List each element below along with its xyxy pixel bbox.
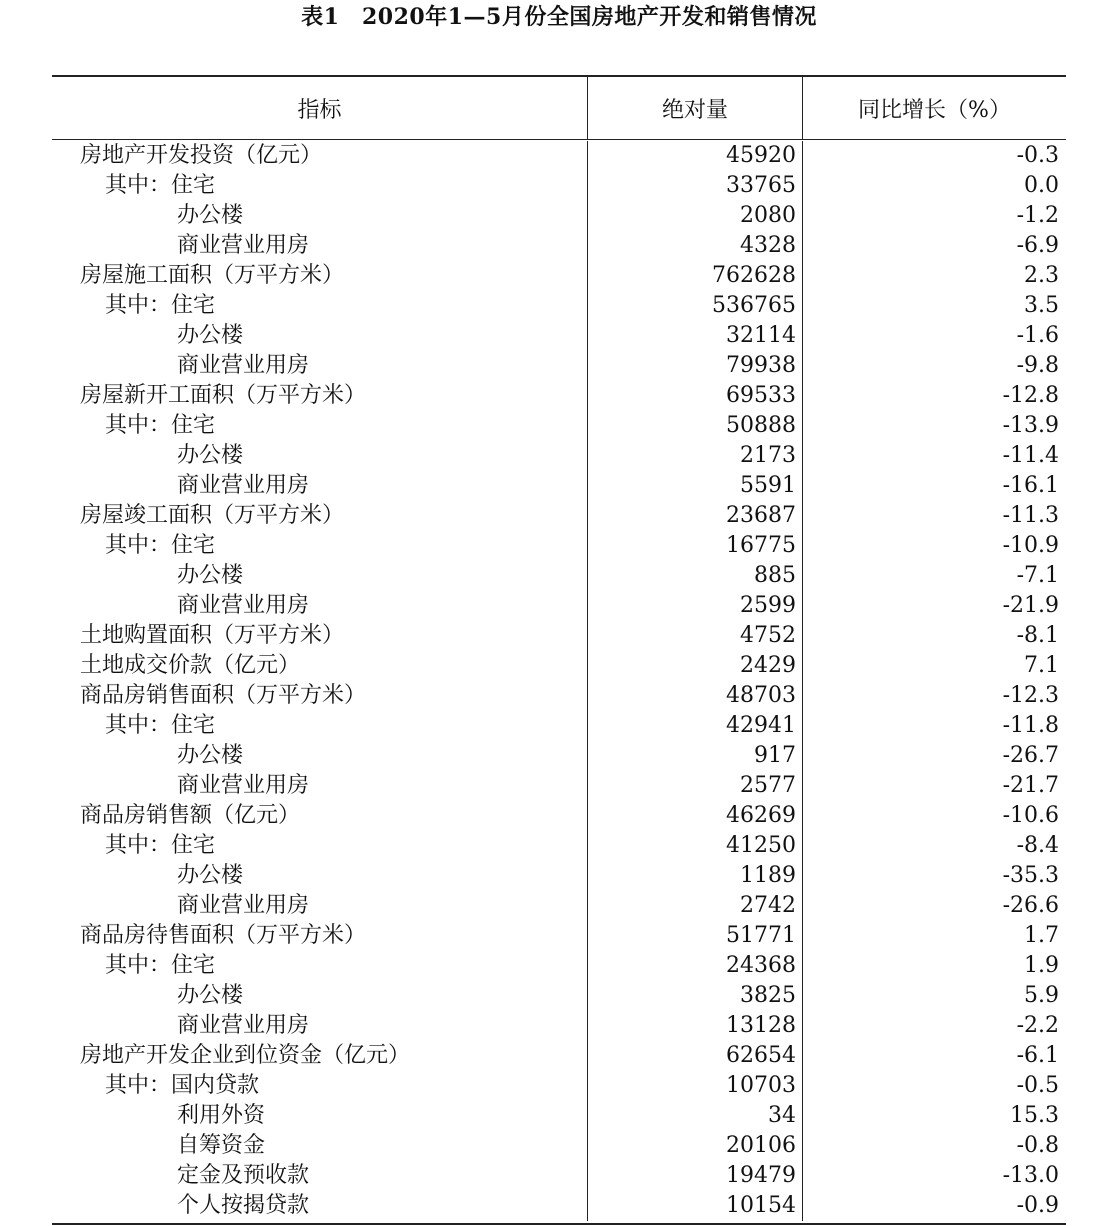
table-row (52, 741, 1066, 771)
table-row (52, 351, 1066, 381)
row-label: 房屋施工面积（万平方米） (52, 261, 588, 291)
row-label: 房屋新开工面积（万平方米） (52, 381, 588, 411)
row-absolute-value: 24368 (588, 951, 803, 981)
table-row (52, 711, 1066, 741)
row-yoy-growth: -10.6 (1002, 803, 1059, 828)
row-yoy-growth: -21.9 (1002, 593, 1059, 618)
row-absolute-value: 62654 (588, 1041, 803, 1071)
table-row (52, 1011, 1066, 1041)
row-absolute-value: 5591 (588, 471, 803, 501)
table-row (52, 1101, 1066, 1131)
row-label: 办公楼 (52, 441, 588, 471)
table-row (52, 171, 1066, 201)
table-row (52, 501, 1066, 531)
row-yoy-growth: -26.7 (1002, 743, 1059, 768)
row-label: 办公楼 (52, 861, 588, 891)
row-absolute-value: 10154 (588, 1191, 803, 1221)
row-yoy-growth: 3.5 (1024, 293, 1059, 318)
row-label: 其中：住宅 (52, 951, 588, 981)
table-row (52, 1191, 1066, 1221)
row-yoy-growth: -12.8 (1002, 383, 1059, 408)
row-absolute-value: 2577 (588, 771, 803, 801)
row-absolute-value: 19479 (588, 1161, 803, 1191)
row-absolute-value: 885 (588, 561, 803, 591)
row-yoy-growth: -35.3 (1002, 863, 1059, 888)
row-yoy-growth: -12.3 (1002, 683, 1059, 708)
row-label: 商品房待售面积（万平方米） (52, 921, 588, 951)
table-header (52, 77, 1066, 140)
row-yoy-growth: -13.0 (1002, 1163, 1059, 1188)
row-label: 土地成交价款（亿元） (52, 651, 588, 681)
row-absolute-value: 41250 (588, 831, 803, 861)
row-label: 商业营业用房 (52, 771, 588, 801)
row-label: 商业营业用房 (52, 1011, 588, 1041)
row-yoy-growth: 5.9 (1024, 983, 1059, 1008)
row-label: 自筹资金 (52, 1131, 588, 1161)
row-label: 其中：住宅 (52, 291, 588, 321)
table-row (52, 951, 1066, 981)
row-label: 其中：住宅 (52, 171, 588, 201)
row-label: 房地产开发企业到位资金（亿元） (52, 1041, 588, 1071)
row-yoy-growth: -0.8 (1016, 1133, 1059, 1158)
row-absolute-value: 4752 (588, 621, 803, 651)
table-row (52, 981, 1066, 1011)
row-label: 商业营业用房 (52, 351, 588, 381)
row-yoy-growth: -9.8 (1016, 353, 1059, 378)
row-yoy-growth: -11.4 (1002, 443, 1059, 468)
table-row (52, 801, 1066, 831)
row-label: 商品房销售面积（万平方米） (52, 681, 588, 711)
table-title: 表1 2020年1—5月份全国房地产开发和销售情况 (301, 4, 817, 30)
row-yoy-growth: 0.0 (1024, 173, 1059, 198)
table-row (52, 291, 1066, 321)
row-absolute-value: 3825 (588, 981, 803, 1011)
row-yoy-growth: -21.7 (1002, 773, 1059, 798)
row-absolute-value: 23687 (588, 501, 803, 531)
row-label: 其中：住宅 (52, 831, 588, 861)
table-row (52, 681, 1066, 711)
data-table (52, 75, 1066, 1225)
row-absolute-value: 2429 (588, 651, 803, 681)
row-yoy-growth: -0.9 (1016, 1193, 1059, 1218)
row-label: 利用外资 (52, 1101, 588, 1131)
row-absolute-value: 2173 (588, 441, 803, 471)
table-row (52, 1041, 1066, 1071)
row-yoy-growth: -16.1 (1002, 473, 1059, 498)
header-indicator: 指标 (52, 77, 588, 139)
row-yoy-growth: 2.3 (1024, 263, 1059, 288)
row-label: 其中：住宅 (52, 531, 588, 561)
row-yoy-growth: -7.1 (1016, 563, 1059, 588)
table-row (52, 591, 1066, 621)
row-label: 房地产开发投资（亿元） (52, 141, 588, 171)
row-label: 办公楼 (52, 981, 588, 1011)
row-absolute-value: 10703 (588, 1071, 803, 1101)
row-yoy-growth: 1.7 (1024, 923, 1059, 948)
table-row (52, 381, 1066, 411)
row-label: 商业营业用房 (52, 891, 588, 921)
row-yoy-growth: -0.3 (1016, 143, 1059, 168)
row-yoy-growth: -11.3 (1002, 503, 1059, 528)
row-yoy-growth: -8.1 (1016, 623, 1059, 648)
table-row (52, 141, 1066, 171)
row-absolute-value: 34 (588, 1101, 803, 1131)
table-row (52, 1161, 1066, 1191)
row-yoy-growth: -1.6 (1016, 323, 1059, 348)
table-body (52, 140, 1066, 1223)
row-absolute-value: 79938 (588, 351, 803, 381)
table-row (52, 561, 1066, 591)
table-row (52, 531, 1066, 561)
table-row (52, 441, 1066, 471)
row-absolute-value: 13128 (588, 1011, 803, 1041)
row-yoy-growth: -10.9 (1002, 533, 1059, 558)
row-yoy-growth: -11.8 (1002, 713, 1059, 738)
table-row (52, 411, 1066, 441)
row-label: 办公楼 (52, 741, 588, 771)
row-absolute-value: 1189 (588, 861, 803, 891)
row-yoy-growth: -26.6 (1002, 893, 1059, 918)
row-label: 其中：住宅 (52, 411, 588, 441)
header-yoy-growth: 同比增长（%） (858, 97, 1011, 123)
table-row (52, 861, 1066, 891)
table-row (52, 621, 1066, 651)
row-absolute-value: 46269 (588, 801, 803, 831)
row-absolute-value: 69533 (588, 381, 803, 411)
table-row (52, 651, 1066, 681)
row-label: 其中：国内贷款 (52, 1071, 588, 1101)
table-row (52, 831, 1066, 861)
table-row (52, 1131, 1066, 1161)
row-label: 商品房销售额（亿元） (52, 801, 588, 831)
row-absolute-value: 16775 (588, 531, 803, 561)
row-absolute-value: 4328 (588, 231, 803, 261)
row-label: 房屋竣工面积（万平方米） (52, 501, 588, 531)
row-label: 商业营业用房 (52, 591, 588, 621)
row-yoy-growth: -2.2 (1016, 1013, 1059, 1038)
row-absolute-value: 536765 (588, 291, 803, 321)
row-label: 办公楼 (52, 561, 588, 591)
table-row (52, 261, 1066, 291)
row-absolute-value: 50888 (588, 411, 803, 441)
header-absolute-value: 绝对量 (588, 77, 803, 139)
row-yoy-growth: -6.1 (1016, 1043, 1059, 1068)
row-absolute-value: 32114 (588, 321, 803, 351)
row-absolute-value: 2080 (588, 201, 803, 231)
row-label: 土地购置面积（万平方米） (52, 621, 588, 651)
row-label: 商业营业用房 (52, 231, 588, 261)
table-row (52, 921, 1066, 951)
row-yoy-growth: -6.9 (1016, 233, 1059, 258)
row-label: 其中：住宅 (52, 711, 588, 741)
row-absolute-value: 51771 (588, 921, 803, 951)
row-absolute-value: 762628 (588, 261, 803, 291)
row-absolute-value: 48703 (588, 681, 803, 711)
row-absolute-value: 42941 (588, 711, 803, 741)
row-yoy-growth: -1.2 (1016, 203, 1059, 228)
row-yoy-growth: -13.9 (1002, 413, 1059, 438)
table-row (52, 471, 1066, 501)
row-label: 定金及预收款 (52, 1161, 588, 1191)
table-row (52, 1071, 1066, 1101)
row-yoy-growth: 7.1 (1024, 653, 1059, 678)
row-yoy-growth: 15.3 (1010, 1103, 1059, 1128)
row-label: 办公楼 (52, 321, 588, 351)
table-row (52, 321, 1066, 351)
row-label: 商业营业用房 (52, 471, 588, 501)
row-yoy-growth: 1.9 (1024, 953, 1059, 978)
row-absolute-value: 33765 (588, 171, 803, 201)
row-label: 办公楼 (52, 201, 588, 231)
row-label: 个人按揭贷款 (52, 1191, 588, 1221)
row-absolute-value: 20106 (588, 1131, 803, 1161)
table-row (52, 891, 1066, 921)
row-absolute-value: 45920 (588, 141, 803, 171)
table-row (52, 771, 1066, 801)
row-absolute-value: 917 (588, 741, 803, 771)
row-absolute-value: 2742 (588, 891, 803, 921)
row-yoy-growth: -0.5 (1016, 1073, 1059, 1098)
row-absolute-value: 2599 (588, 591, 803, 621)
table-row (52, 231, 1066, 261)
table-row (52, 201, 1066, 231)
row-yoy-growth: -8.4 (1016, 833, 1059, 858)
